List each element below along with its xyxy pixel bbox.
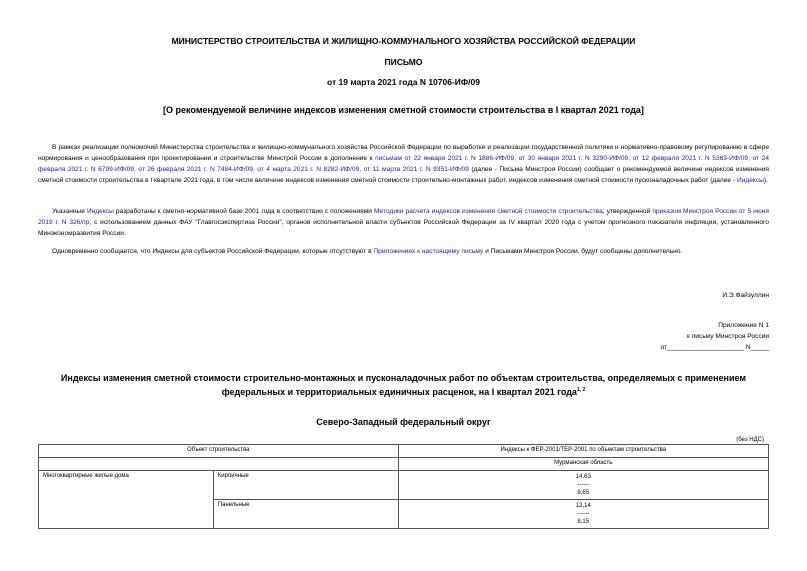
- letters-link[interactable]: письмам от 22 января 2021 г. N 1886-ИФ/09, от 30 января 2021 г. N 3290-ИФ/09, от 12 февраля 2021 г. N 5363-ИФ/09, от 24 февраля 2021 г. N 6799-ИФ/09, от 26 февраля 2021 г. N 7484-ИФ/09, от 4 марта 2021 г. N 8282-ИФ/09, от 11 марта 2021 г. N 9351-ИФ/09: [38, 155, 769, 173]
- annex-title-text: Индексы изменения сметной стоимости строительно-монтажных и пусконаладочных работ по объектам строительства, определяемых с применением федеральных и территориальных единичных расценок, на I квартал 2021 года: [60, 373, 747, 397]
- paragraph-1-text-a: В рамках реализации полномочий Министерства строительства и жилищно-коммунального хозяйства Российской Федерации по выработке и реализации государственной политики и нормативно-правовому регулированию в сфере нормирования и ценообразования при проектировании и строительстве Минстрой России в дополнение к: [38, 144, 769, 162]
- value-smr: 12,14: [575, 503, 591, 509]
- table-region-row: [39, 458, 769, 471]
- paragraph-3: [38, 246, 769, 257]
- value-separator: ------: [577, 511, 590, 517]
- value-pnr: 9,65: [577, 490, 590, 496]
- paragraph-3-text-a: Одновременно сообщается, что Индексы для субъектов Российской Федерации, которые отсутствуют в: [52, 248, 374, 255]
- paragraph-2-text-c: , утвержденной: [602, 208, 653, 215]
- document-title: [О рекомендуемой величине индексов изменения сметной стоимости строительства в I квартал 2021 года]: [163, 105, 644, 115]
- region-name: Мурманская область: [398, 458, 768, 471]
- ministry-name: МИНИСТЕРСТВО СТРОИТЕЛЬСТВА И ЖИЛИЩНО-КОММУНАЛЬНОГО ХОЗЯЙСТВА РОССИЙСКОЙ ФЕДЕРАЦИИ: [171, 36, 636, 46]
- district-heading: Северо-Западный федеральный округ: [316, 417, 491, 427]
- signature: И.Э.Файзуллин: [722, 292, 769, 299]
- paragraph-2: [38, 206, 769, 239]
- row-value: [398, 500, 768, 529]
- indexes-link[interactable]: Индексы: [736, 177, 764, 184]
- appendices-link[interactable]: Приложениях к настоящему письму: [373, 248, 484, 255]
- methodology-link[interactable]: Методики расчета индексов изменения сметной стоимости строительства: [373, 208, 603, 215]
- row-type: Панельные: [213, 500, 398, 529]
- paragraph-2-text-d: , с использованием данных ФАУ "Главгосэкспертиза России", органов исполнительной власти субъектов Российской Федерации за IV квартал 2020 года с учетом прогнозного показателя инфляции, установленного Минэкономразвития России.: [38, 219, 769, 237]
- annex-date-line: от_____________________ N_____: [660, 344, 769, 351]
- row-value: [398, 471, 768, 500]
- value-pnr: 8,15: [577, 519, 590, 525]
- order-link[interactable]: приказом Минстроя России от 5 июня 2019 г. N 326/пр: [38, 208, 769, 226]
- annex-header: [661, 320, 769, 353]
- header-object: Объект строительства: [39, 445, 399, 458]
- paragraph-1: [38, 142, 769, 186]
- paragraph-1-text-c: ).: [763, 177, 768, 184]
- row-type: Кирпичные: [213, 471, 398, 500]
- paragraph-3-text-b: и Письмами Минстроя России, будут сообщены дополнительно.: [483, 248, 683, 255]
- header-indexes: Индексы к ФЕР-2001/ТЕР-2001 по объектам строительства: [398, 445, 768, 458]
- annex-reference: к письму Минстроя России: [686, 333, 769, 340]
- paragraph-2-text-b: разработаны к сметно-нормативной базе 2001 года в соответствии с положениями: [113, 208, 374, 215]
- region-blank: [39, 458, 399, 471]
- annex-title-footnote[interactable]: 1, 2: [576, 387, 586, 393]
- annex-number: Приложение N 1: [718, 322, 769, 329]
- annex-title: [0, 372, 807, 398]
- document-type: ПИСЬМО: [384, 57, 423, 67]
- paragraph-1-text-b: (далее - Письма Минстроя России) сообщает о рекомендуемой величине индексов изменения сметной стоимости строительства в I квартале 2021 года, в том числе величине индексов изменения сметной стоимости строительно-монтажных работ, индексов изменения сметной стоимости пусконаладочных работ (далее -: [38, 166, 769, 184]
- value-smr: 14,63: [575, 474, 591, 480]
- table-header-row: [39, 445, 769, 458]
- indexes-link-2[interactable]: Индексы: [86, 208, 114, 215]
- vat-note: (без НДС): [736, 437, 764, 443]
- paragraph-2-text-a: Указанные: [52, 208, 87, 215]
- document-date: от 19 марта 2021 года N 10706-ИФ/09: [327, 77, 480, 87]
- value-separator: ------: [577, 482, 590, 488]
- index-table: [38, 444, 769, 529]
- table-row: [39, 471, 769, 500]
- row-category: Многоквартирные жилые дома: [39, 471, 214, 529]
